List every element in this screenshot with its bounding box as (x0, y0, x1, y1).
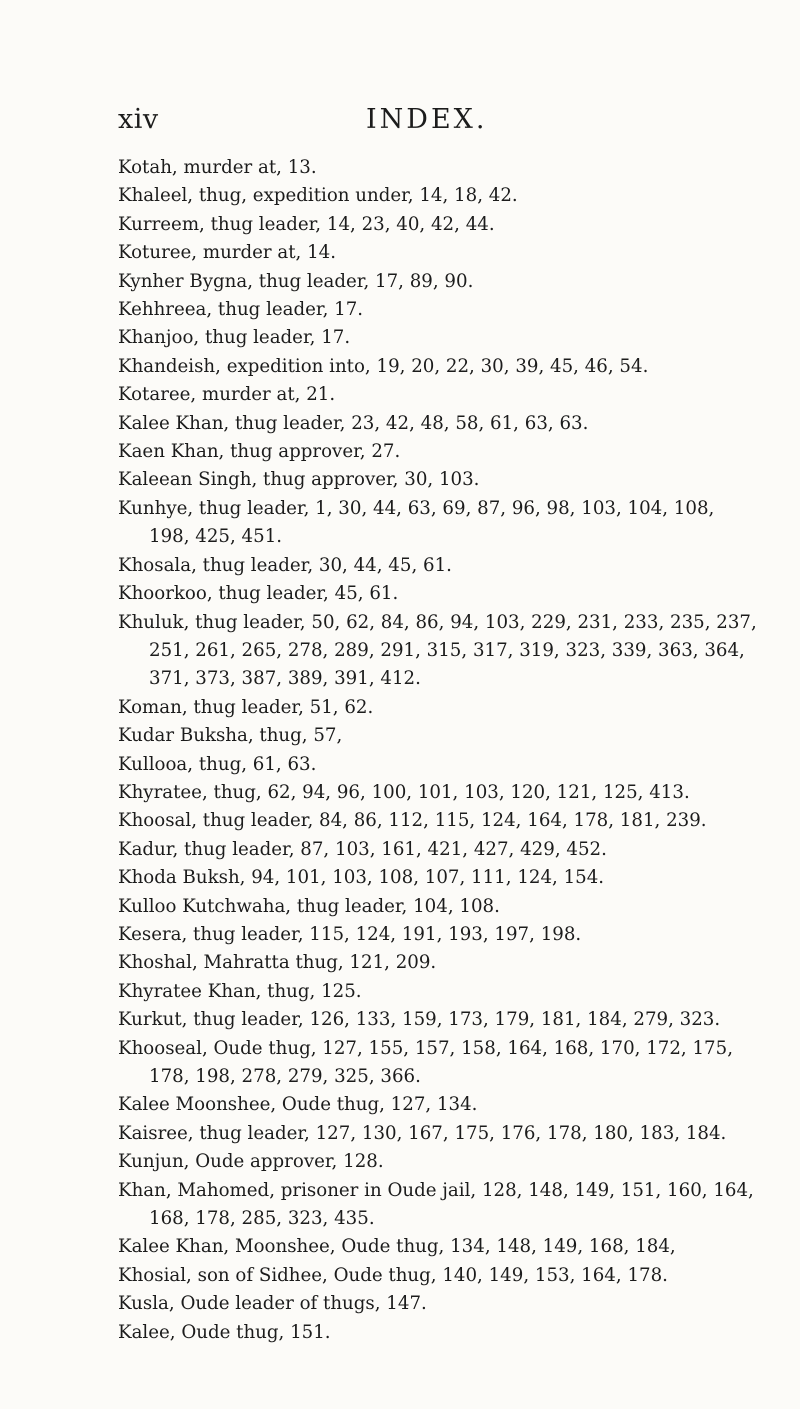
index-entry: Kalee, Oude thug, 151. (118, 1321, 331, 1343)
index-entry: Kusla, Oude leader of thugs, 147. (118, 1293, 427, 1315)
index-entry: Khooseal, Oude thug, 127, 155, 157, 158, 164, 168, 170, 172, 175, 178, 198, 278, 279, 325, 366. (118, 1037, 733, 1087)
index-entry: Koman, thug leader, 51, 62. (118, 696, 374, 718)
index-entry: Kehhreea, thug leader, 17. (118, 299, 364, 321)
index-entry: Kadur, thug leader, 87, 103, 161, 421, 427, 429, 452. (118, 838, 607, 860)
index-entry: Kalee Khan, thug leader, 23, 42, 48, 58, 61, 63, 63. (118, 412, 589, 434)
page-title: INDEX. (366, 104, 488, 135)
index-entry: Khosial, son of Sidhee, Oude thug, 140, 149, 153, 164, 178. (118, 1264, 668, 1286)
page-number: xiv (118, 104, 159, 135)
index-entries (118, 154, 758, 1347)
index-entry: Khuluk, thug leader, 50, 62, 84, 86, 94, 103, 229, 231, 233, 235, 237, 251, 261, 265, 278, 289, 291, 315, 317, 319, 323, 339, 363, 364, 371, 373, 387, 389, 391, 412. (118, 611, 757, 690)
page-header (118, 102, 718, 138)
index-entry: Kynher Bygna, thug leader, 17, 89, 90. (118, 270, 474, 292)
index-entry: Kaen Khan, thug approver, 27. (118, 441, 401, 463)
index-entry: Khoorkoo, thug leader, 45, 61. (118, 583, 399, 605)
index-entry: Khoosal, thug leader, 84, 86, 112, 115, 124, 164, 178, 181, 239. (118, 810, 707, 832)
index-entry: Khan, Mahomed, prisoner in Oude jail, 128, 148, 149, 151, 160, 164, 168, 178, 285, 323, 435. (118, 1179, 754, 1230)
index-entry: Khyratee Khan, thug, 125. (118, 980, 362, 1002)
index-entry: Kullooa, thug, 61, 63. (118, 753, 317, 775)
index-entry: Khandeish, expedition into, 19, 20, 22, 30, 39, 45, 46, 54. (118, 355, 649, 377)
index-entry: Khanjoo, thug leader, 17. (118, 327, 351, 349)
index-entry: Khaleel, thug, expedition under, 14, 18, 42. (118, 185, 518, 207)
index-entry: Khoda Buksh, 94, 101, 103, 108, 107, 111, 124, 154. (118, 867, 605, 889)
index-entry: Khyratee, thug, 62, 94, 96, 100, 101, 103, 120, 121, 125, 413. (118, 781, 690, 803)
index-entry: Kalee Khan, Moonshee, Oude thug, 134, 148, 149, 168, 184, (118, 1236, 676, 1258)
index-entry: Kunjun, Oude approver, 128. (118, 1151, 384, 1173)
index-entry: Kunhye, thug leader, 1, 30, 44, 63, 69, 87, 96, 98, 103, 104, 108, 198, 425, 451. (118, 497, 715, 548)
index-entry: Kalee Moonshee, Oude thug, 127, 134. (118, 1094, 478, 1116)
index-entry: Kulloo Kutchwaha, thug leader, 104, 108. (118, 895, 500, 917)
index-entry: Kaisree, thug leader, 127, 130, 167, 175, 176, 178, 180, 183, 184. (118, 1122, 727, 1144)
index-entry: Kudar Buksha, thug, 57, (118, 725, 343, 747)
index-entry: Kesera, thug leader, 115, 124, 191, 193, 197, 198. (118, 923, 582, 945)
index-entry: Kotah, murder at, 13. (118, 157, 317, 178)
index-entry: Khosala, thug leader, 30, 44, 45, 61. (118, 554, 452, 576)
index-entry: Kotaree, murder at, 21. (118, 384, 336, 406)
index-entry: Khoshal, Mahratta thug, 121, 209. (118, 952, 437, 974)
index-entry: Kurkut, thug leader, 126, 133, 159, 173, 179, 181, 184, 279, 323. (118, 1009, 721, 1031)
index-entry: Kaleean Singh, thug approver, 30, 103. (118, 469, 480, 491)
index-entry: Koturee, murder at, 14. (118, 242, 337, 264)
index-entry: Kurreem, thug leader, 14, 23, 40, 42, 44. (118, 213, 495, 235)
